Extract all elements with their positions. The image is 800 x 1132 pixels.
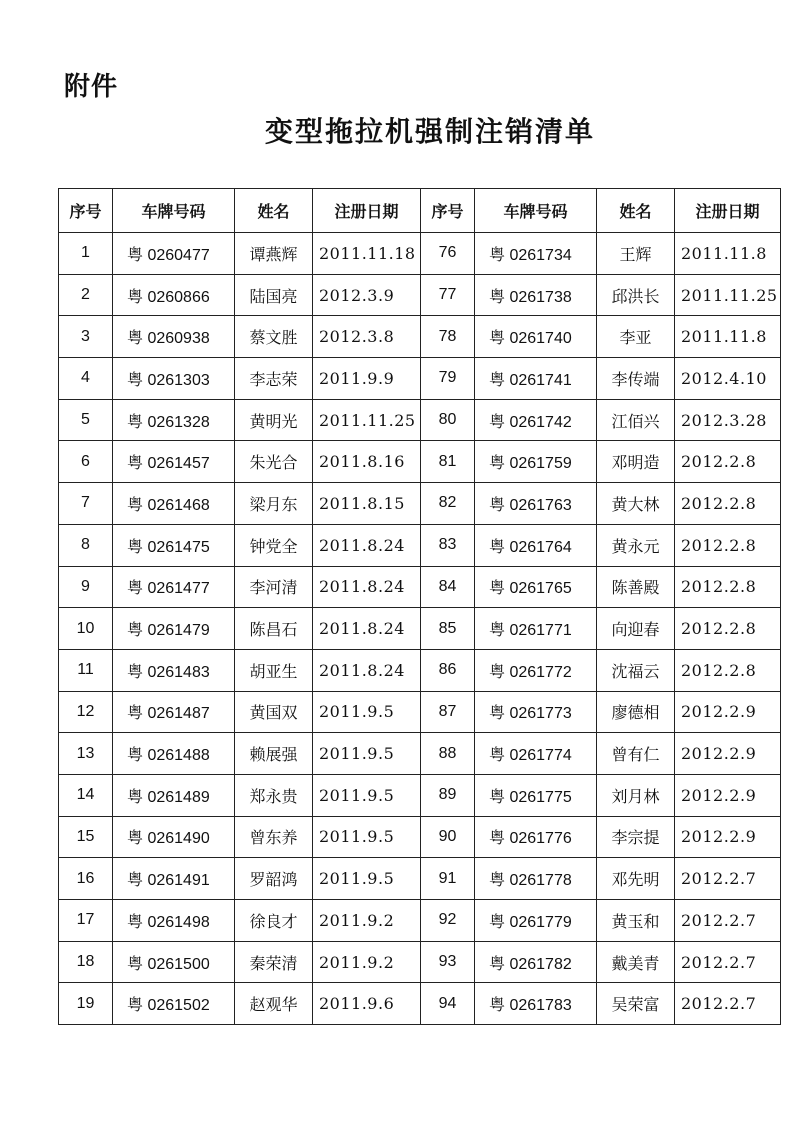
left-plate-cell: 粤 0261500 [113, 941, 235, 983]
right-name-cell: 陈善殿 [597, 566, 675, 608]
left-name-cell: 赖展强 [235, 733, 313, 775]
left-plate-cell: 粤 0261483 [113, 649, 235, 691]
left-name-cell: 谭燕辉 [235, 233, 313, 275]
left-plate-cell: 粤 0261457 [113, 441, 235, 483]
left-plate-cell: 粤 0261490 [113, 816, 235, 858]
left-date-cell: 2011.9.9 [313, 358, 421, 400]
right-name-cell: 王辉 [597, 233, 675, 275]
right-name-cell: 沈福云 [597, 649, 675, 691]
right-plate-cell: 粤 0261778 [475, 858, 597, 900]
right-name-cell: 李宗提 [597, 816, 675, 858]
left-no-cell: 9 [59, 566, 113, 608]
right-no-cell: 76 [421, 233, 475, 275]
right-no-cell: 85 [421, 608, 475, 650]
right-no-cell: 81 [421, 441, 475, 483]
table-row [59, 316, 781, 358]
right-plate-cell: 粤 0261771 [475, 608, 597, 650]
left-no-cell: 11 [59, 649, 113, 691]
left-no-cell: 1 [59, 233, 113, 275]
right-plate-cell: 粤 0261742 [475, 399, 597, 441]
left-name-cell: 徐良才 [235, 900, 313, 942]
right-date-cell: 2012.2.8 [675, 608, 781, 650]
right-date-cell: 2011.11.25 [675, 274, 781, 316]
right-no-cell: 88 [421, 733, 475, 775]
left-date-cell: 2011.8.16 [313, 441, 421, 483]
right-no-cell: 92 [421, 900, 475, 942]
table-row [59, 983, 781, 1025]
right-no-cell: 93 [421, 941, 475, 983]
table-row [59, 524, 781, 566]
right-date-cell: 2012.2.8 [675, 649, 781, 691]
right-date-cell: 2012.2.7 [675, 941, 781, 983]
left-plate-cell: 粤 0260866 [113, 274, 235, 316]
left-name-cell: 朱光合 [235, 441, 313, 483]
left-no-cell: 3 [59, 316, 113, 358]
left-no-cell: 14 [59, 774, 113, 816]
left-date-cell: 2011.8.24 [313, 524, 421, 566]
right-date-cell: 2012.2.8 [675, 566, 781, 608]
left-date-cell: 2011.9.6 [313, 983, 421, 1025]
header-name-right: 姓名 [597, 189, 675, 233]
right-name-cell: 黄永元 [597, 524, 675, 566]
table-row [59, 441, 781, 483]
left-date-cell: 2011.9.5 [313, 816, 421, 858]
left-name-cell: 黄国双 [235, 691, 313, 733]
left-no-cell: 2 [59, 274, 113, 316]
left-date-cell: 2011.9.2 [313, 900, 421, 942]
right-plate-cell: 粤 0261734 [475, 233, 597, 275]
right-date-cell: 2012.2.9 [675, 733, 781, 775]
left-date-cell: 2011.8.24 [313, 608, 421, 650]
right-date-cell: 2011.11.8 [675, 316, 781, 358]
right-no-cell: 79 [421, 358, 475, 400]
left-name-cell: 赵观华 [235, 983, 313, 1025]
right-plate-cell: 粤 0261764 [475, 524, 597, 566]
right-plate-cell: 粤 0261772 [475, 649, 597, 691]
table-row [59, 608, 781, 650]
right-no-cell: 80 [421, 399, 475, 441]
table-header-row [59, 189, 781, 233]
header-plate-left: 车牌号码 [113, 189, 235, 233]
right-plate-cell: 粤 0261773 [475, 691, 597, 733]
left-date-cell: 2011.11.25 [313, 399, 421, 441]
header-plate-right: 车牌号码 [475, 189, 597, 233]
right-name-cell: 向迎春 [597, 608, 675, 650]
right-plate-cell: 粤 0261776 [475, 816, 597, 858]
right-no-cell: 83 [421, 524, 475, 566]
table-row [59, 858, 781, 900]
left-date-cell: 2011.9.5 [313, 774, 421, 816]
right-date-cell: 2012.2.9 [675, 774, 781, 816]
right-date-cell: 2012.2.7 [675, 858, 781, 900]
right-date-cell: 2012.2.8 [675, 483, 781, 525]
deregistration-table [58, 188, 781, 1025]
right-name-cell: 戴美青 [597, 941, 675, 983]
right-plate-cell: 粤 0261740 [475, 316, 597, 358]
right-name-cell: 廖德相 [597, 691, 675, 733]
right-date-cell: 2012.2.8 [675, 441, 781, 483]
left-plate-cell: 粤 0261468 [113, 483, 235, 525]
left-no-cell: 4 [59, 358, 113, 400]
right-plate-cell: 粤 0261765 [475, 566, 597, 608]
right-name-cell: 吴荣富 [597, 983, 675, 1025]
left-name-cell: 罗韶鸿 [235, 858, 313, 900]
left-plate-cell: 粤 0261328 [113, 399, 235, 441]
left-no-cell: 13 [59, 733, 113, 775]
left-no-cell: 10 [59, 608, 113, 650]
right-plate-cell: 粤 0261741 [475, 358, 597, 400]
right-plate-cell: 粤 0261782 [475, 941, 597, 983]
left-name-cell: 郑永贵 [235, 774, 313, 816]
left-no-cell: 12 [59, 691, 113, 733]
right-name-cell: 曾有仁 [597, 733, 675, 775]
right-name-cell: 李传端 [597, 358, 675, 400]
left-name-cell: 胡亚生 [235, 649, 313, 691]
left-plate-cell: 粤 0261489 [113, 774, 235, 816]
left-plate-cell: 粤 0261488 [113, 733, 235, 775]
right-date-cell: 2012.2.9 [675, 816, 781, 858]
left-plate-cell: 粤 0261502 [113, 983, 235, 1025]
header-no-right: 序号 [421, 189, 475, 233]
left-no-cell: 15 [59, 816, 113, 858]
left-no-cell: 18 [59, 941, 113, 983]
left-date-cell: 2011.9.5 [313, 691, 421, 733]
left-plate-cell: 粤 0261498 [113, 900, 235, 942]
left-date-cell: 2011.9.5 [313, 733, 421, 775]
table-row [59, 649, 781, 691]
left-name-cell: 陈昌石 [235, 608, 313, 650]
right-date-cell: 2012.2.8 [675, 524, 781, 566]
table-row [59, 900, 781, 942]
table-row [59, 816, 781, 858]
right-name-cell: 邓明造 [597, 441, 675, 483]
left-plate-cell: 粤 0261491 [113, 858, 235, 900]
header-name-left: 姓名 [235, 189, 313, 233]
right-no-cell: 94 [421, 983, 475, 1025]
left-date-cell: 2012.3.8 [313, 316, 421, 358]
table-row [59, 483, 781, 525]
right-plate-cell: 粤 0261779 [475, 900, 597, 942]
right-date-cell: 2012.2.9 [675, 691, 781, 733]
right-name-cell: 刘月林 [597, 774, 675, 816]
right-no-cell: 77 [421, 274, 475, 316]
right-date-cell: 2012.4.10 [675, 358, 781, 400]
left-no-cell: 19 [59, 983, 113, 1025]
left-no-cell: 8 [59, 524, 113, 566]
right-name-cell: 黄大林 [597, 483, 675, 525]
right-name-cell: 黄玉和 [597, 900, 675, 942]
left-date-cell: 2011.8.15 [313, 483, 421, 525]
right-no-cell: 91 [421, 858, 475, 900]
left-name-cell: 黄明光 [235, 399, 313, 441]
right-no-cell: 89 [421, 774, 475, 816]
left-no-cell: 6 [59, 441, 113, 483]
left-name-cell: 梁月东 [235, 483, 313, 525]
table-row [59, 358, 781, 400]
left-date-cell: 2011.9.2 [313, 941, 421, 983]
right-no-cell: 82 [421, 483, 475, 525]
left-no-cell: 7 [59, 483, 113, 525]
table-row [59, 733, 781, 775]
right-plate-cell: 粤 0261763 [475, 483, 597, 525]
right-no-cell: 86 [421, 649, 475, 691]
left-no-cell: 5 [59, 399, 113, 441]
left-name-cell: 秦荣清 [235, 941, 313, 983]
attachment-label: 附件 [64, 72, 119, 102]
header-no-left: 序号 [59, 189, 113, 233]
left-date-cell: 2011.9.5 [313, 858, 421, 900]
left-name-cell: 李志荣 [235, 358, 313, 400]
right-plate-cell: 粤 0261738 [475, 274, 597, 316]
left-no-cell: 17 [59, 900, 113, 942]
left-date-cell: 2011.11.18 [313, 233, 421, 275]
left-no-cell: 16 [59, 858, 113, 900]
table-row [59, 233, 781, 275]
left-name-cell: 李河清 [235, 566, 313, 608]
left-date-cell: 2011.8.24 [313, 566, 421, 608]
right-no-cell: 84 [421, 566, 475, 608]
right-plate-cell: 粤 0261775 [475, 774, 597, 816]
table-row [59, 691, 781, 733]
right-name-cell: 邓先明 [597, 858, 675, 900]
left-plate-cell: 粤 0261303 [113, 358, 235, 400]
table-row [59, 774, 781, 816]
table-row [59, 274, 781, 316]
right-no-cell: 78 [421, 316, 475, 358]
left-name-cell: 钟党全 [235, 524, 313, 566]
left-plate-cell: 粤 0261477 [113, 566, 235, 608]
right-plate-cell: 粤 0261774 [475, 733, 597, 775]
table-body [59, 233, 781, 1025]
left-date-cell: 2011.8.24 [313, 649, 421, 691]
left-plate-cell: 粤 0261487 [113, 691, 235, 733]
document-title: 变型拖拉机强制注销清单 [264, 115, 595, 148]
right-date-cell: 2012.3.28 [675, 399, 781, 441]
table-row [59, 566, 781, 608]
left-plate-cell: 粤 0261475 [113, 524, 235, 566]
right-date-cell: 2011.11.8 [675, 233, 781, 275]
left-name-cell: 陆国亮 [235, 274, 313, 316]
right-date-cell: 2012.2.7 [675, 983, 781, 1025]
left-name-cell: 蔡文胜 [235, 316, 313, 358]
table-row [59, 941, 781, 983]
left-plate-cell: 粤 0260477 [113, 233, 235, 275]
header-date-left: 注册日期 [313, 189, 421, 233]
left-name-cell: 曾东养 [235, 816, 313, 858]
right-plate-cell: 粤 0261759 [475, 441, 597, 483]
right-no-cell: 87 [421, 691, 475, 733]
right-date-cell: 2012.2.7 [675, 900, 781, 942]
right-name-cell: 邱洪长 [597, 274, 675, 316]
header-date-right: 注册日期 [675, 189, 781, 233]
left-plate-cell: 粤 0261479 [113, 608, 235, 650]
left-plate-cell: 粤 0260938 [113, 316, 235, 358]
right-name-cell: 李亚 [597, 316, 675, 358]
right-plate-cell: 粤 0261783 [475, 983, 597, 1025]
right-no-cell: 90 [421, 816, 475, 858]
table-row [59, 399, 781, 441]
left-date-cell: 2012.3.9 [313, 274, 421, 316]
right-name-cell: 江佰兴 [597, 399, 675, 441]
